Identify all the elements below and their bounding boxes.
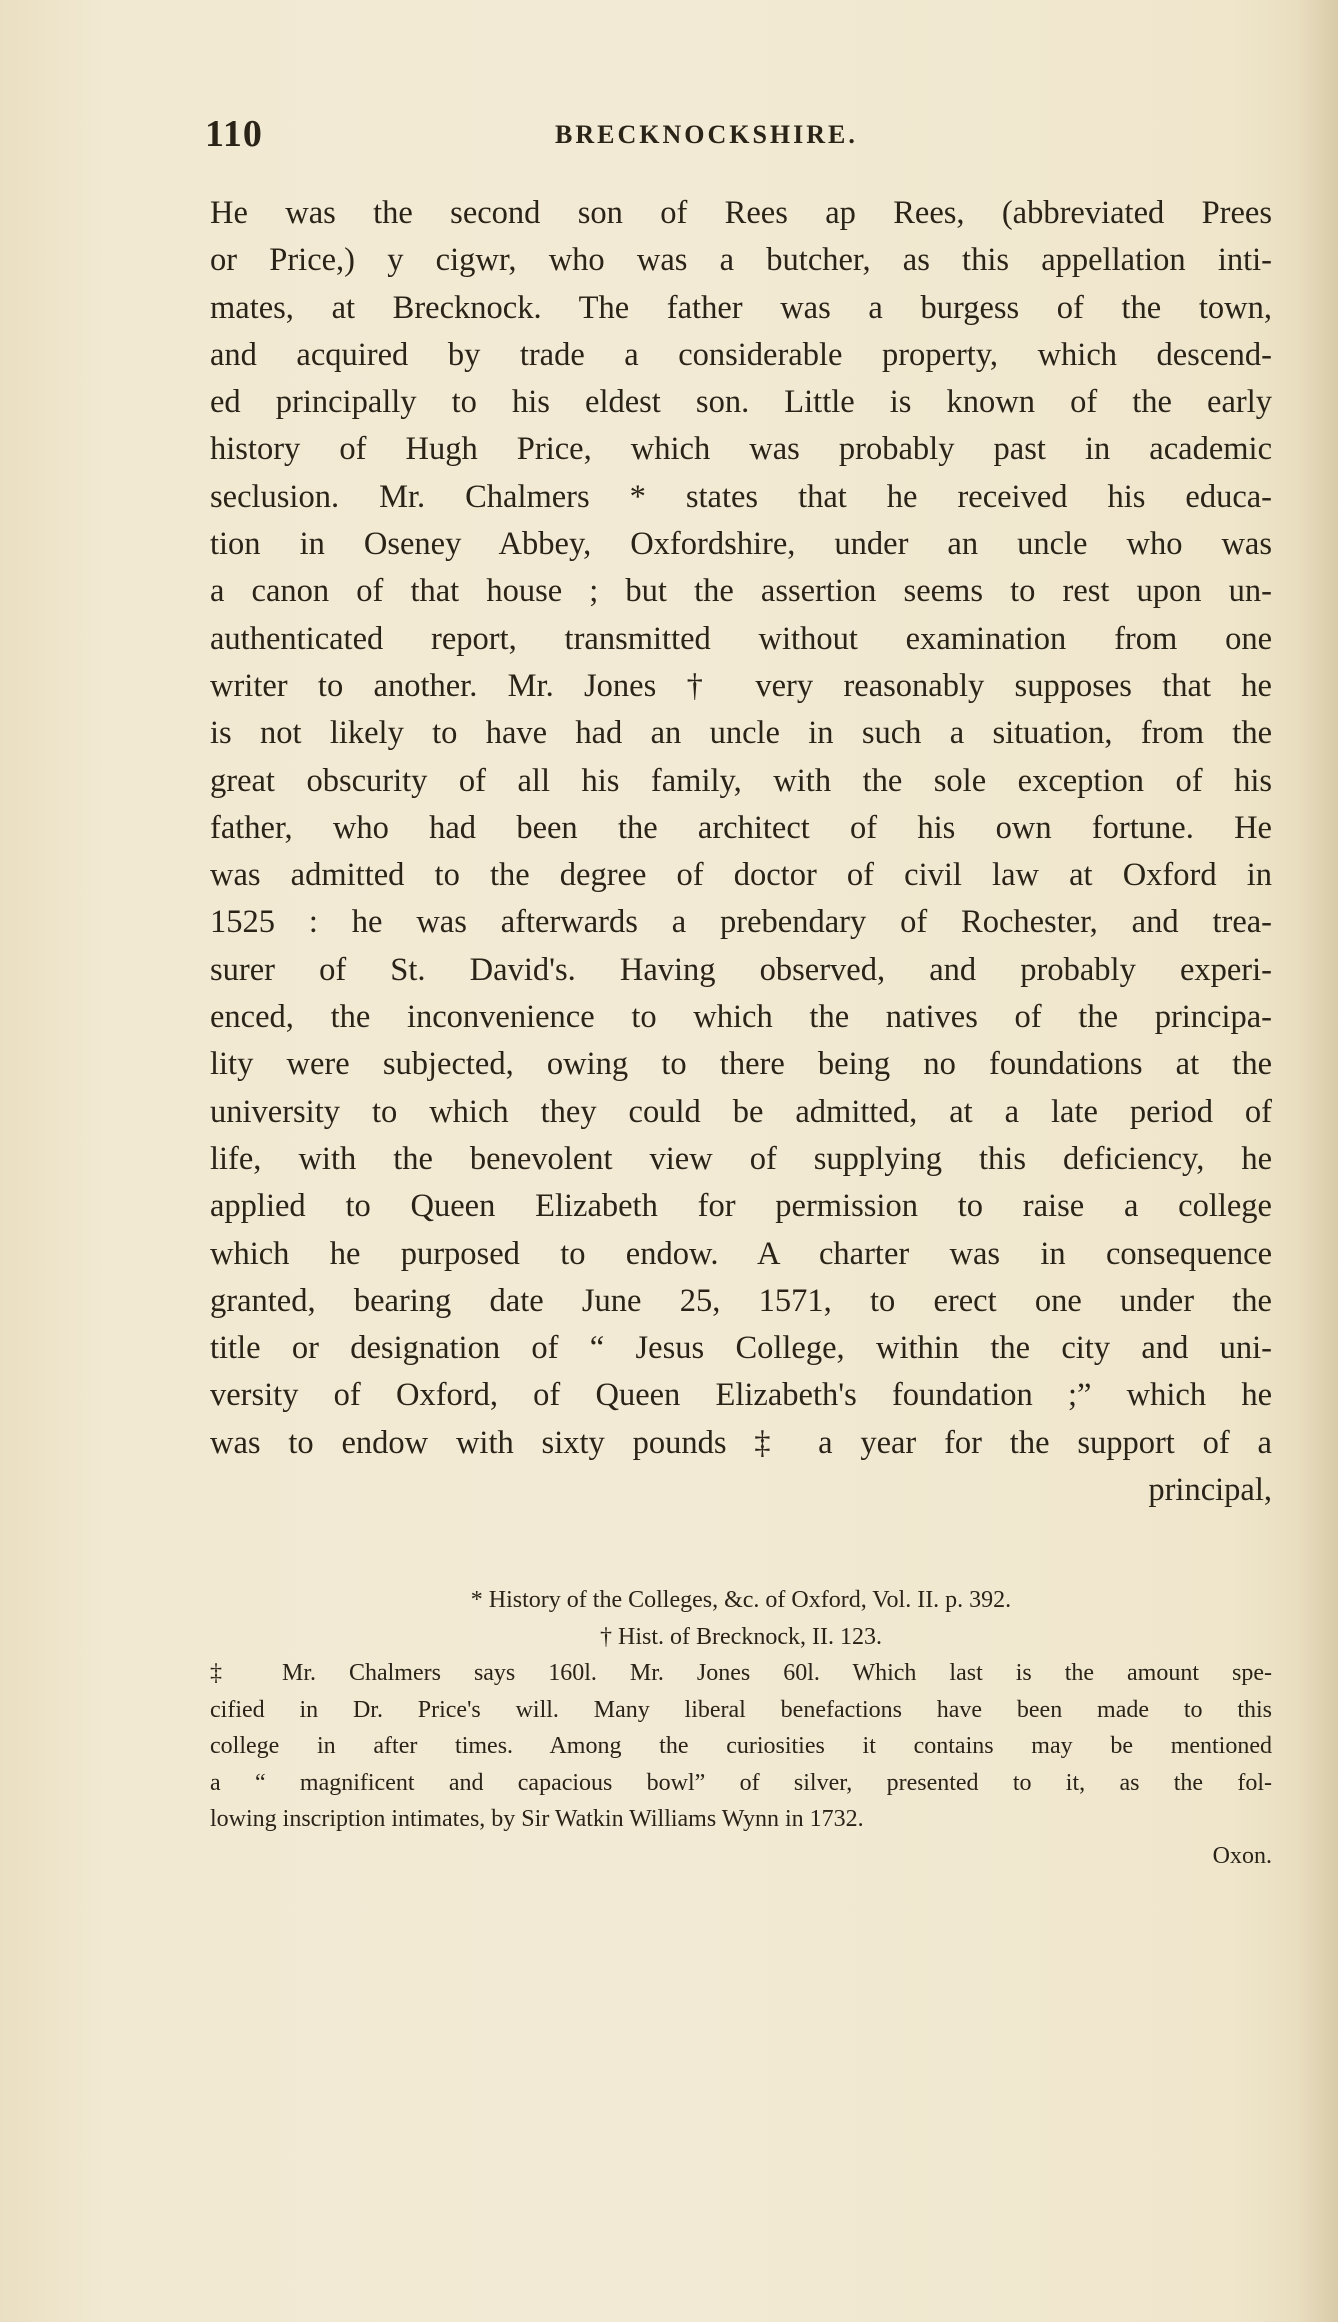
body-line: granted, bearing date June 25, 1571, to erect one under the — [210, 1282, 1272, 1319]
footnote-3-line: college in after times. Among the curiosities it contains may be mentioned — [210, 1733, 1272, 1759]
body-line: life, with the benevolent view of supplying this deficiency, he — [210, 1140, 1272, 1177]
body-line: or Price,) y cigwr, who was a butcher, as this appellation inti- — [210, 242, 1272, 279]
body-text — [210, 190, 1272, 1514]
body-line: was admitted to the degree of doctor of civil law at Oxford in — [210, 857, 1272, 894]
body-line: history of Hugh Price, which was probably past in academic — [210, 431, 1272, 468]
body-line: ed principally to his eldest son. Little is known of the early — [210, 384, 1272, 421]
body-line: which he purposed to endow. A charter was in consequence — [210, 1235, 1272, 1272]
body-line: lity were subjected, owing to there being no foundations at the — [210, 1046, 1272, 1083]
body-line: surer of St. David's. Having observed, and probably experi- — [210, 951, 1272, 988]
body-line: great obscurity of all his family, with the sole exception of his — [210, 762, 1272, 799]
body-line: father, who had been the architect of his own fortune. He — [210, 809, 1272, 846]
footnote-2: † Hist. of Brecknock, II. 123. — [600, 1623, 882, 1650]
body-line: seclusion. Mr. Chalmers * states that he received his educa- — [210, 478, 1272, 515]
footnote-3-line: ‡ Mr. Chalmers says 160l. Mr. Jones 60l. Which last is the amount spe- — [210, 1660, 1272, 1686]
body-line: applied to Queen Elizabeth for permission to raise a college — [210, 1188, 1272, 1225]
body-line: mates, at Brecknock. The father was a burgess of the town, — [210, 289, 1272, 326]
running-head: BRECKNOCKSHIRE. — [555, 120, 858, 149]
body-line: is not likely to have had an uncle in such a situation, from the — [210, 715, 1272, 752]
body-line: and acquired by trade a considerable property, which descend- — [210, 336, 1272, 373]
body-line: university to which they could be admitted, at a late period of — [210, 1093, 1272, 1130]
footnote-1: * History of the Colleges, &c. of Oxford, Vol. II. p. 392. — [470, 1587, 1012, 1613]
footnote-3-line: lowing inscription intimates, by Sir Watkin Williams Wynn in 1732. — [210, 1806, 864, 1832]
body-line: writer to another. Mr. Jones † very reasonably supposes that he — [210, 667, 1272, 704]
page-edge-shadow — [1298, 0, 1338, 2322]
body-line: enced, the inconvenience to which the natives of the principa- — [210, 999, 1272, 1036]
body-line: 1525 : he was afterwards a prebendary of Rochester, and trea- — [210, 904, 1272, 941]
footnote-3-line: a “ magnificent and capacious bowl” of silver, presented to it, as the fol- — [210, 1769, 1272, 1796]
page-number: 110 — [205, 113, 263, 155]
body-line: versity of Oxford, of Queen Elizabeth's foundation ;” which he — [210, 1377, 1272, 1414]
body-line: a canon of that house ; but the assertion seems to rest upon un- — [210, 573, 1272, 610]
body-line: was to endow with sixty pounds ‡ a year for the support of a — [210, 1424, 1272, 1461]
body-line: tion in Oseney Abbey, Oxfordshire, under an uncle who was — [210, 526, 1272, 563]
body-line: authenticated report, transmitted without examination from one — [210, 620, 1272, 657]
body-line: He was the second son of Rees ap Rees, (abbreviated Prees — [210, 195, 1272, 231]
footnotes — [210, 1582, 1272, 1874]
footnote-catchword: Oxon. — [1212, 1842, 1272, 1869]
page-header — [205, 112, 1295, 162]
footnote-3-line: cified in Dr. Price's will. Many liberal benefactions have been made to this — [210, 1696, 1272, 1723]
catchword: principal, — [1148, 1472, 1272, 1509]
body-line: title or designation of “ Jesus College, within the city and uni- — [210, 1330, 1272, 1367]
